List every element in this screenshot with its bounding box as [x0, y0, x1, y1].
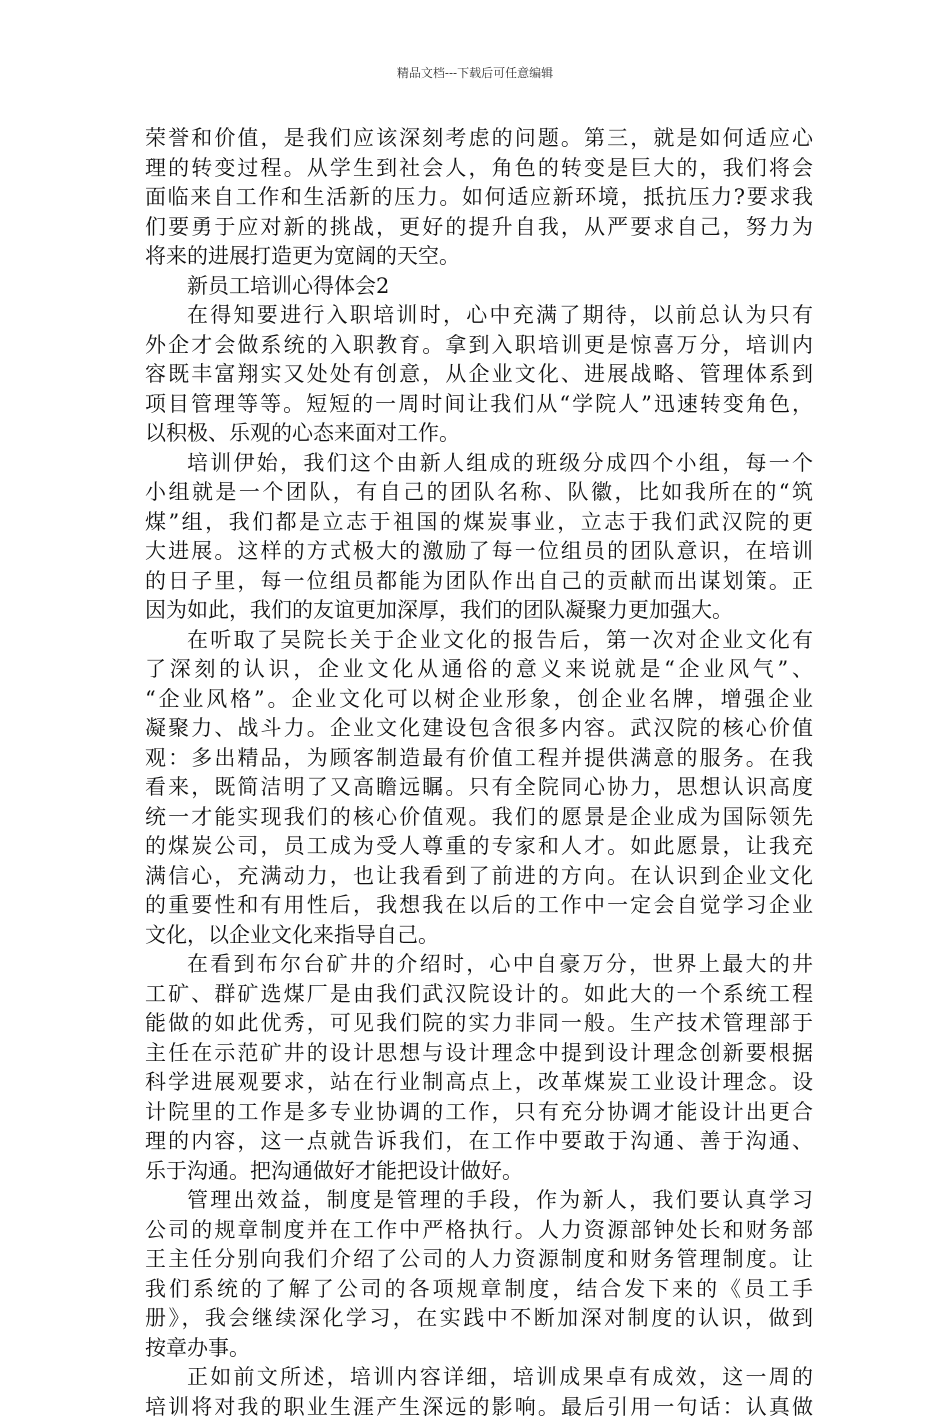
text-line: 统一才能实现我们的核心价值观。我们的愿景是企业成为国际领先 — [145, 803, 813, 833]
text-line: 乐于沟通。把沟通做好才能把设计做好。 — [145, 1157, 813, 1187]
text-line: 凝聚力、战斗力。企业文化建设包含很多内容。武汉院的核心价值 — [145, 714, 813, 744]
paragraph — [145, 950, 813, 1186]
text-line: 在看到布尔台矿井的介绍时，心中自豪万分，世界上最大的井 — [145, 950, 813, 980]
text-line: 面临来自工作和生活新的压力。如何适应新环境，抵抗压力?要求我 — [145, 183, 813, 213]
text-line: 将来的进展打造更为宽阔的天空。 — [145, 242, 813, 272]
text-line: 理的转变过程。从学生到社会人，角色的转变是巨大的，我们将会 — [145, 154, 813, 184]
text-line: 的日子里，每一位组员都能为团队作出自己的贡献而出谋划策。正 — [145, 567, 813, 597]
text-line: 们要勇于应对新的挑战，更好的提升自我，从严要求自己，努力为 — [145, 213, 813, 243]
text-line: 公司的规章制度并在工作中严格执行。人力资源部钟处长和财务部 — [145, 1216, 813, 1246]
text-line: 册》，我会继续深化学习，在实践中不断加深对制度的认识，做到 — [145, 1304, 813, 1334]
paragraph — [145, 626, 813, 951]
text-line: 的重要性和有用性后，我想我在以后的工作中一定会自觉学习企业 — [145, 891, 813, 921]
text-line: 新员工培训心得体会2 — [145, 272, 813, 302]
text-line: 工矿、群矿选煤厂是由我们武汉院设计的。如此大的一个系统工程 — [145, 980, 813, 1010]
text-line: 在听取了吴院长关于企业文化的报告后，第一次对企业文化有 — [145, 626, 813, 656]
paragraph — [145, 272, 813, 302]
paragraph — [145, 301, 813, 449]
text-line: 的煤炭公司，员工成为受人尊重的专家和人才。如此愿景，让我充 — [145, 832, 813, 862]
text-line: 大进展。这样的方式极大的激励了每一位组员的团队意识，在培训 — [145, 537, 813, 567]
text-line: 按章办事。 — [145, 1334, 813, 1364]
text-line: 计院里的工作是多专业协调的工作，只有充分协调才能设计出更合 — [145, 1098, 813, 1128]
paragraph — [145, 124, 813, 272]
text-line: 管理出效益，制度是管理的手段，作为新人，我们要认真学习 — [145, 1186, 813, 1216]
text-line: 培训将对我的职业生涯产生深远的影响。最后引用一句话：认真做 — [145, 1393, 813, 1422]
text-line: 看来，既简洁明了又高瞻远瞩。只有全院同心协力，思想认识高度 — [145, 773, 813, 803]
paragraph — [145, 1186, 813, 1363]
text-line: 理的内容，这一点就告诉我们，在工作中要敢于沟通、善于沟通、 — [145, 1127, 813, 1157]
text-line: 荣誉和价值，是我们应该深刻考虑的问题。第三，就是如何适应心 — [145, 124, 813, 154]
text-line: 观：多出精品，为顾客制造最有价值工程并提供满意的服务。在我 — [145, 744, 813, 774]
text-line: 容既丰富翔实又处处有创意，从企业文化、进展战略、管理体系到 — [145, 360, 813, 390]
paragraph — [145, 449, 813, 626]
text-line: 小组就是一个团队，有自己的团队名称、队徽，比如我所在的“筑 — [145, 478, 813, 508]
text-line: 文化，以企业文化来指导自己。 — [145, 921, 813, 951]
text-line: 煤”组，我们都是立志于祖国的煤炭事业，立志于我们武汉院的更 — [145, 508, 813, 538]
text-line: 我们系统的了解了公司的各项规章制度，结合发下来的《员工手 — [145, 1275, 813, 1305]
text-line: 满信心，充满动力，也让我看到了前进的方向。在认识到企业文化 — [145, 862, 813, 892]
text-line: 主任在示范矿井的设计思想与设计理念中提到设计理念创新要根据 — [145, 1039, 813, 1069]
text-line: 正如前文所述，培训内容详细，培训成果卓有成效，这一周的 — [145, 1363, 813, 1393]
text-line: 项目管理等等。短短的一周时间让我们从“学院人”迅速转变角色， — [145, 390, 813, 420]
paragraph — [145, 1363, 813, 1422]
text-line: 以积极、乐观的心态来面对工作。 — [145, 419, 813, 449]
page-header: 精品文档---下载后可任意编辑 — [0, 66, 950, 80]
text-line: 因为如此，我们的友谊更加深厚，我们的团队凝聚力更加强大。 — [145, 596, 813, 626]
text-line: 能做的如此优秀，可见我们院的实力非同一般。生产技术管理部于 — [145, 1009, 813, 1039]
text-line: 了深刻的认识，企业文化从通俗的意义来说就是“企业风气”、 — [145, 655, 813, 685]
text-line: 在得知要进行入职培训时，心中充满了期待，以前总认为只有 — [145, 301, 813, 331]
document-body — [145, 124, 813, 1422]
text-line: 培训伊始，我们这个由新人组成的班级分成四个小组，每一个 — [145, 449, 813, 479]
text-line: 王主任分别向我们介绍了公司的人力资源制度和财务管理制度。让 — [145, 1245, 813, 1275]
text-line: 外企才会做系统的入职教育。拿到入职培训更是惊喜万分，培训内 — [145, 331, 813, 361]
text-line: “企业风格”。企业文化可以树企业形象，创企业名牌，增强企业 — [145, 685, 813, 715]
text-line: 科学进展观要求，站在行业制高点上，改革煤炭工业设计理念。设 — [145, 1068, 813, 1098]
